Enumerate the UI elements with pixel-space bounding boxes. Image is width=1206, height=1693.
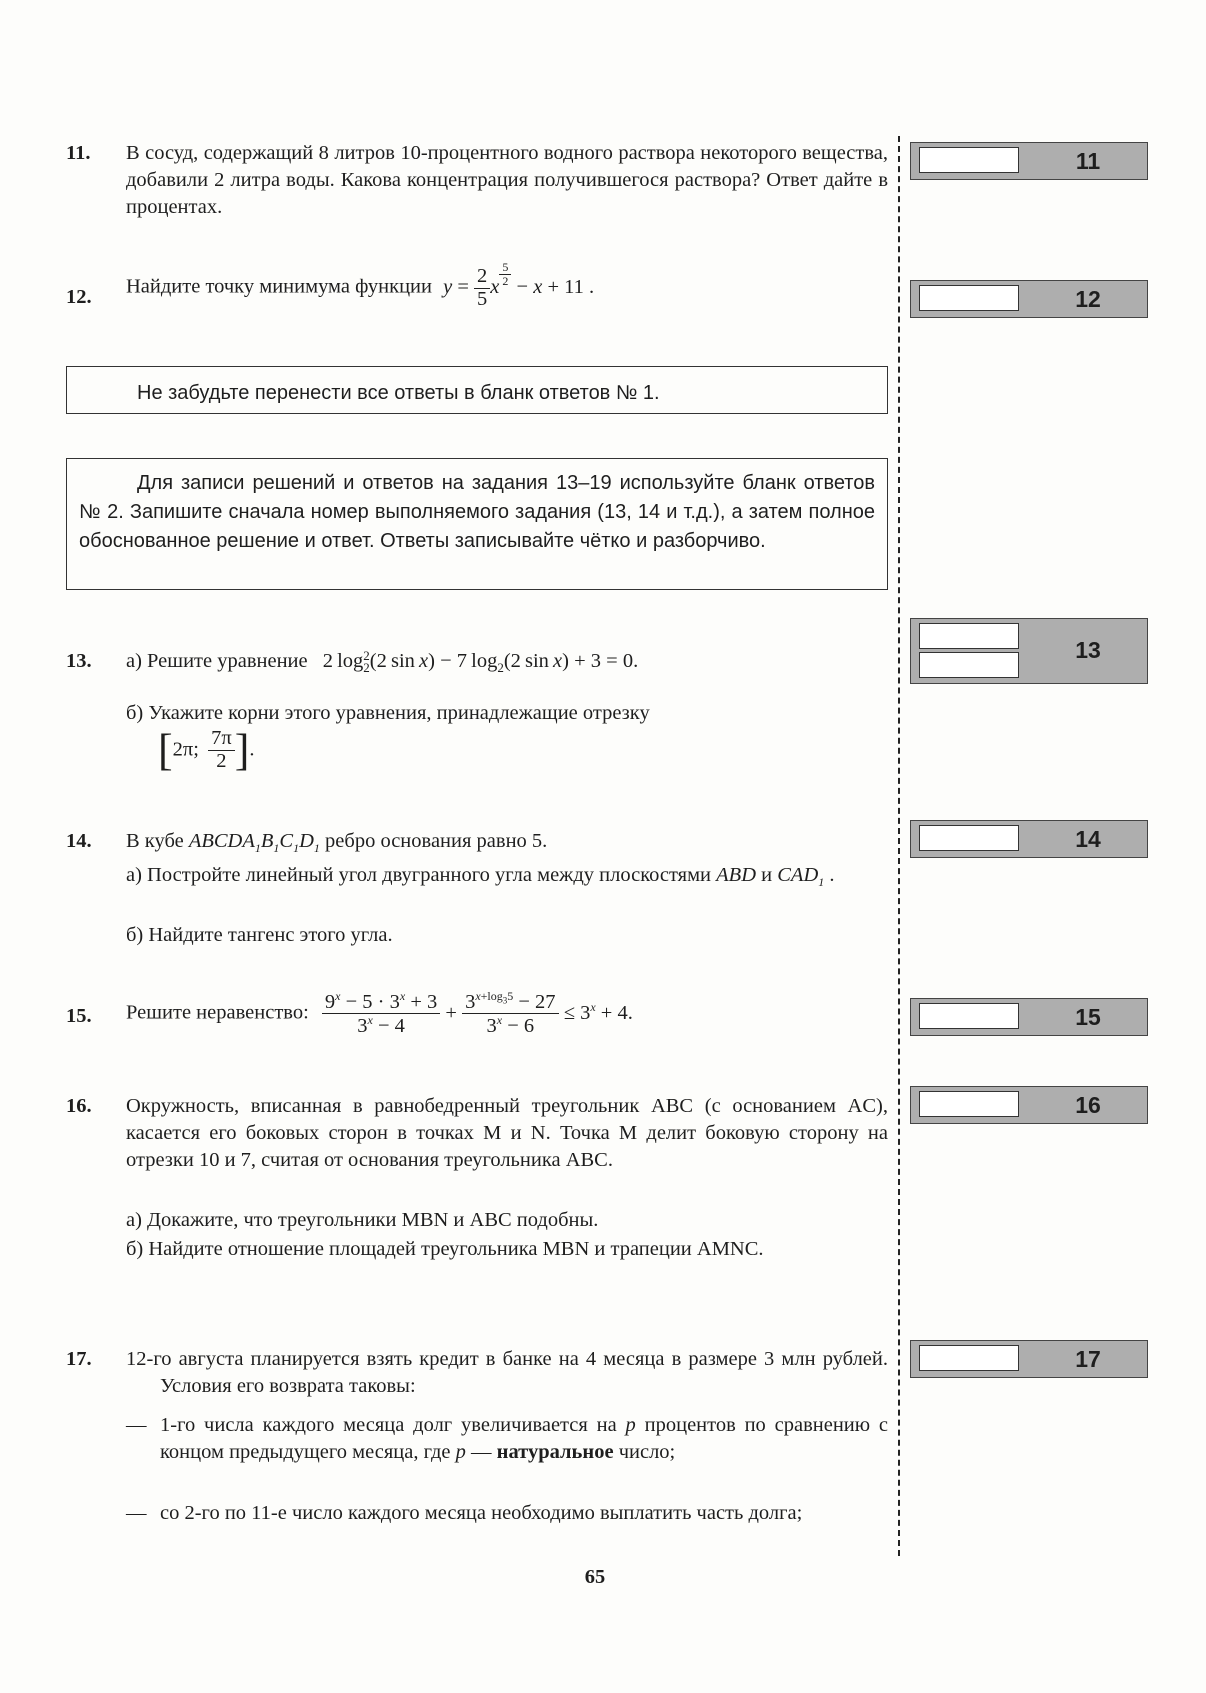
task-12-line — [126, 260, 826, 310]
task-13-interval: [2π; $\frac{7\pi}{2}$ ]. — [158, 725, 255, 775]
answer-box-17 — [910, 1340, 1148, 1378]
answer-box-14 — [910, 820, 1148, 858]
answer-box-15 — [910, 998, 1148, 1036]
task-17-condition-1: — 1-го числа каждого месяца долг увеличивается на p процентов по сравнению с концом предыдущего месяца, где p — натуральное число; — [126, 1414, 889, 1463]
task-15-text: Решите неравенство: — [126, 1001, 309, 1024]
answer-field-11[interactable] — [919, 147, 1019, 173]
page-number: 65 — [584, 1566, 606, 1588]
answer-field-15[interactable] — [919, 1003, 1019, 1029]
answer-field-13b[interactable] — [919, 652, 1019, 678]
task-13a-line — [126, 648, 886, 681]
condition-1-bold: натуральное — [496, 1441, 614, 1463]
answer-box-label: 14 — [1075, 826, 1101, 852]
task-17-number: 17. — [66, 1348, 92, 1370]
answer-box-13 — [910, 618, 1148, 684]
task-14b-text: б) Найдите тангенс этого угла. — [126, 924, 393, 946]
transfer-notice — [66, 366, 888, 414]
instructions-notice: Для записи решений и ответов на задания 13–19 используйте бланк ответов № 2. Запишите сначала номер выполняемого задания (13, 14 и т.д.), а затем полное обоснованное решение и ответ. Ответы записывайте чётко и разборчиво. — [66, 458, 888, 590]
task-15-line — [126, 990, 886, 1038]
answer-box-label: 12 — [1075, 286, 1101, 312]
task-12-formula: y = $\frac{2}{5}$ x $^{\frac{5}{2}}$ − x + 11 . — [443, 260, 595, 310]
answer-field-12[interactable] — [919, 285, 1019, 311]
task-14a-text: а) Постройте линейный угол двугранного угла между плоскостями — [126, 864, 712, 886]
task-14a-line: а) Постройте линейный угол двугранного угла между плоскостями ABD и $CAD_1$ . — [126, 864, 835, 890]
task-16-number: 16. — [66, 1095, 92, 1117]
answer-box-label: 11 — [1075, 148, 1101, 174]
task-17-text: 12-го августа планируется взять кредит в банке на 4 месяца в размере 3 млн рублей. Условия его возврата таковы: — [126, 1348, 888, 1397]
task-12-text: Найдите точку минимума функции — [126, 275, 432, 298]
answer-field-14[interactable] — [919, 825, 1019, 851]
answer-field-16[interactable] — [919, 1091, 1019, 1117]
task-11-number: 11. — [66, 142, 91, 164]
task-14-intro: В кубе — [126, 830, 184, 852]
task-14-intro2: ребро основания равно 5. — [325, 830, 548, 852]
task-16a-text: а) Докажите, что треугольники MBN и ABC подобны. — [126, 1209, 599, 1231]
task-13b-text: б) Укажите корни этого уравнения, принадлежащие отрезку — [126, 702, 650, 724]
answer-field-17[interactable] — [919, 1345, 1019, 1371]
task-11-text: В сосуд, содержащий 8 литров 10-процентного водного раствора некоторого вещества, добавили 2 литра воды. Какова концентрация получившегося раствора? Ответ дайте в процентах. — [126, 142, 888, 218]
task-14-number: 14. — [66, 830, 92, 852]
answer-box-label: 16 — [1075, 1092, 1101, 1118]
task-14a-and: и — [761, 864, 773, 886]
answer-box-label: 17 — [1075, 1346, 1101, 1372]
task-12-number: 12. — [66, 286, 92, 308]
condition-1-post: число; — [618, 1441, 676, 1463]
task-14-cube-name: $ABCDA_1B_1C_1D_1$ — [188, 830, 320, 856]
plane-abd: ABD — [716, 864, 757, 886]
plane-cad1: $CAD_1$ — [777, 864, 825, 890]
task-13a-text: а) Решите уравнение — [126, 650, 308, 672]
condition-2-text: со 2-го по 11-е число каждого месяца необходимо выплатить часть долга; — [160, 1502, 803, 1524]
cut-line — [898, 136, 900, 1556]
task-13-number: 13. — [66, 650, 92, 672]
answer-box-11 — [910, 142, 1148, 180]
answer-field-13a[interactable] — [919, 623, 1019, 649]
task-15-number: 15. — [66, 1005, 92, 1027]
condition-1-pre: 1-го числа каждого месяца долг увеличивается на — [160, 1414, 617, 1436]
answer-box-16 — [910, 1086, 1148, 1124]
transfer-notice-text: Не забудьте перенести все ответы в бланк ответов № 1. — [137, 382, 660, 404]
task-16-text: Окружность, вписанная в равнобедренный треугольник ABC (с основанием AC), касается его боковых сторон в точках M и N. Точка M делит боковую сторону на отрезки 10 и 7, считая от основания треугольника ABC. — [126, 1095, 888, 1171]
condition-1-dash: — — [471, 1441, 492, 1463]
answer-box-label: 13 — [1075, 637, 1101, 663]
answer-box-label: 15 — [1075, 1004, 1101, 1030]
bullet-dash: — — [126, 1414, 147, 1436]
condition-1-mid: процентов по сравнению с концом предыдущего месяца, где — [160, 1414, 889, 1463]
bullet-dash: — — [126, 1502, 147, 1524]
answer-box-12 — [910, 280, 1148, 318]
task-13-equation: 2 log 2 2 (2 sin x) − 7 $\log_2(2$ sin x) + 3 = 0. — [322, 648, 639, 676]
task-15-inequality: $\frac{9^x - 5 \cdot 3^x + 3}{3^x - 4}$ + $\frac{3^{x+log_35} - 27}{3^x - 6}$ ≤ $3^x + 4$. — [322, 1002, 633, 1024]
task-17-condition-2 — [126, 1500, 888, 1527]
task-14-intro-line — [126, 828, 888, 862]
task-16b-text: б) Найдите отношение площадей треугольника MBN и трапеции AMNC. — [126, 1238, 764, 1260]
